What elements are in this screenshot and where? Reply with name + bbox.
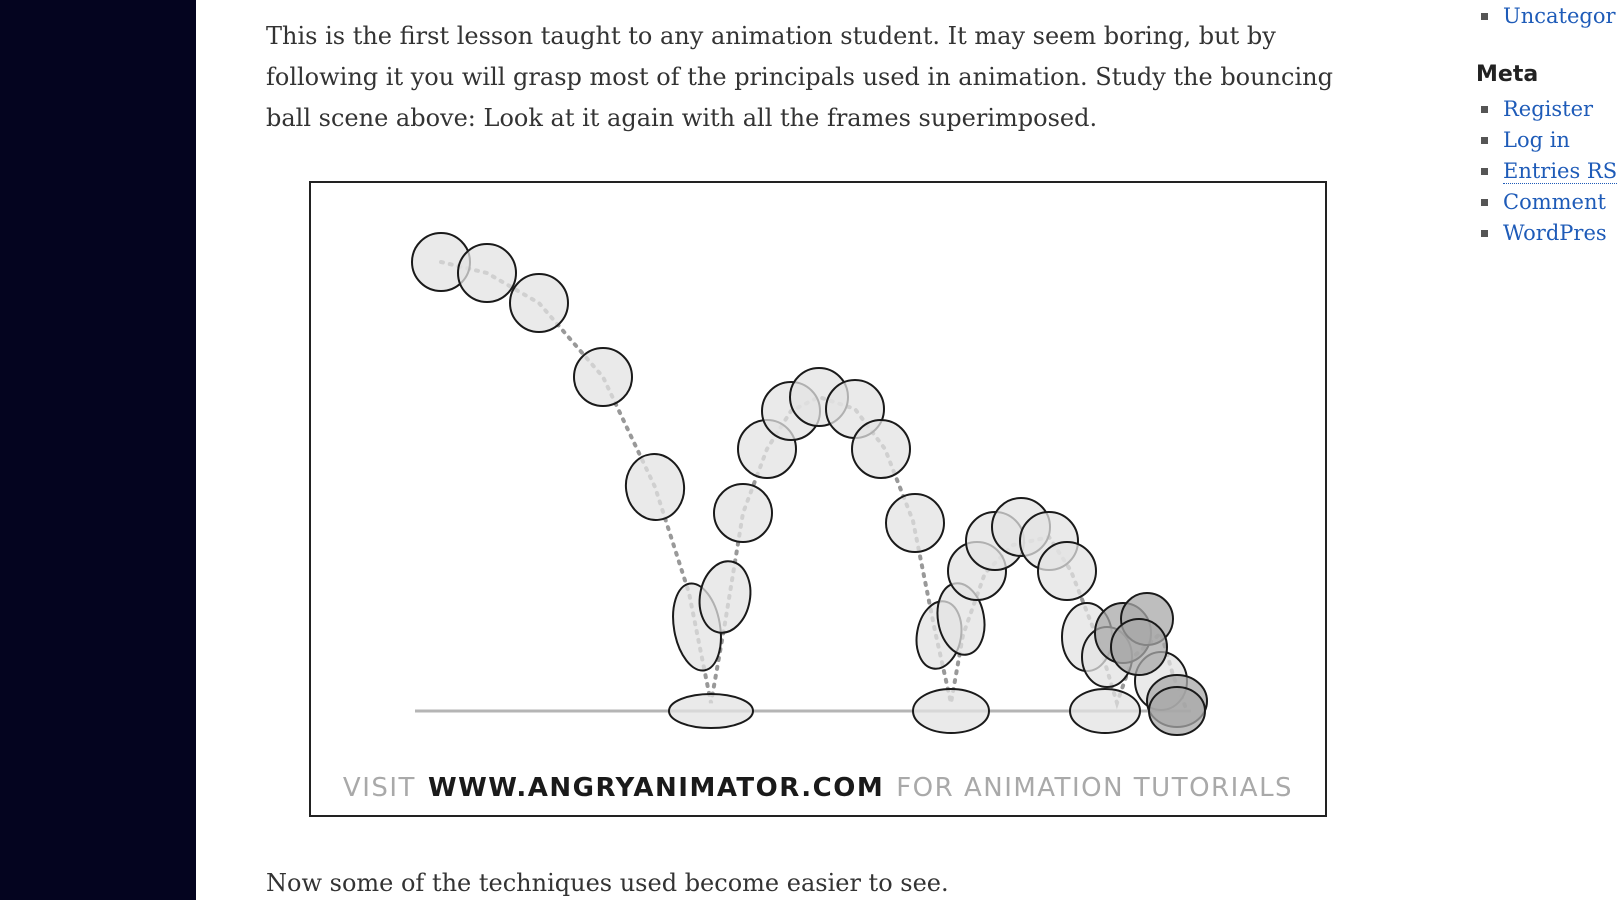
bullet-icon — [1481, 230, 1488, 237]
bouncing-ball-figure — [309, 181, 1327, 817]
sidebar — [1474, 0, 1617, 900]
bullet-icon — [1481, 13, 1488, 20]
sidebar-item-uncategorized[interactable] — [1474, 1, 1616, 32]
bouncing-ball-illustration — [311, 183, 1325, 815]
ball-frame — [852, 420, 910, 478]
ball-frame — [1070, 689, 1140, 733]
sidebar-item-label: Entries RS — [1503, 159, 1617, 183]
sidebar-item-label: Uncategor — [1503, 4, 1616, 28]
ball-frame — [714, 484, 772, 542]
bullet-icon — [1481, 168, 1488, 175]
ball-frame — [913, 689, 989, 733]
ball-frame — [1111, 619, 1167, 675]
caption-url: WWW.ANGRYANIMATOR.COM — [427, 773, 885, 803]
sidebar-meta-list — [1474, 94, 1617, 249]
sidebar-item-label: Register — [1503, 97, 1594, 121]
caption-visit: VISIT — [342, 773, 416, 803]
bullet-icon — [1481, 137, 1488, 144]
sidebar-item-label: Comment — [1503, 190, 1606, 214]
left-background-band — [0, 0, 196, 900]
sidebar-item-comments-rss[interactable] — [1474, 187, 1617, 218]
ball-frame — [1038, 542, 1096, 600]
article-paragraph-techniques: Now some of the techniques used become easier to see. — [266, 869, 949, 897]
sidebar-item-log-in[interactable] — [1474, 125, 1617, 156]
article-paragraph-intro: This is the first lesson taught to any animation student. It may seem boring, but by following it you will grasp most of the principals used in animation. Study the bouncing ball scene above: Look at it again with all the frames superimposed. — [266, 22, 1333, 132]
ball-frame — [458, 244, 516, 302]
ball-frame — [1149, 687, 1205, 735]
sidebar-meta-heading: Meta — [1476, 62, 1539, 87]
bullet-icon — [1481, 199, 1488, 206]
sidebar-item-wordpress[interactable] — [1474, 218, 1617, 249]
ball-frame — [574, 348, 632, 406]
sidebar-item-entries-rss[interactable] — [1474, 156, 1617, 187]
figure-caption — [313, 766, 1323, 810]
ball-frame — [669, 694, 753, 728]
ball-frames — [412, 233, 1187, 733]
sidebar-item-register[interactable] — [1474, 94, 1617, 125]
ball-frame — [886, 494, 944, 552]
ball-frame — [622, 450, 689, 523]
sidebar-item-label: Log in — [1503, 128, 1570, 152]
ball-frame — [510, 274, 568, 332]
bullet-icon — [1481, 106, 1488, 113]
caption-tutorials: FOR ANIMATION TUTORIALS — [896, 773, 1294, 803]
sidebar-item-label: WordPres — [1503, 221, 1607, 245]
sidebar-categories-list — [1474, 1, 1616, 32]
